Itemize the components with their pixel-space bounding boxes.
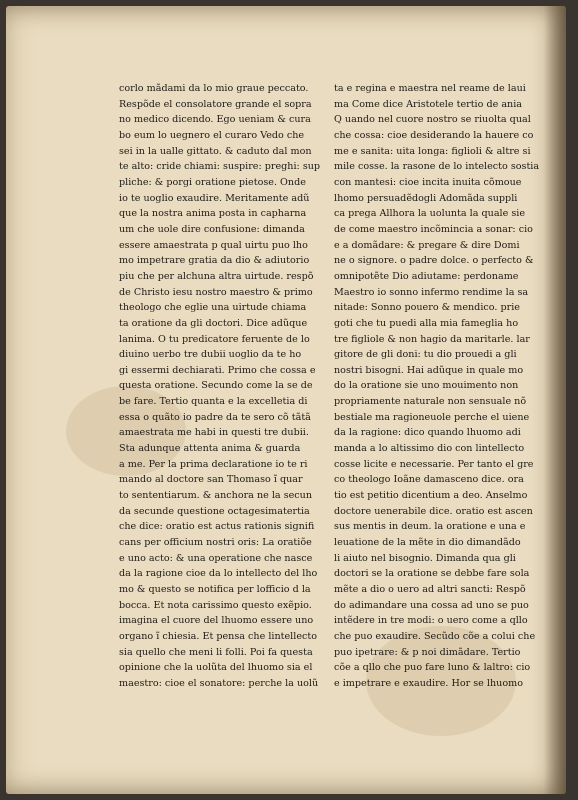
text-line: be fare. Tertio quanta e la excelletia di bbox=[119, 396, 308, 408]
text-line: de come maestro incõmincia a sonar: cio bbox=[334, 223, 533, 235]
text-line: Respõde el consolatore grande el sopra bbox=[119, 98, 312, 110]
text-line: opinione che la uolũta del lhuomo sia el bbox=[119, 662, 313, 674]
text-line: puo ipetrare: & p noi dimãdare. Tertio bbox=[334, 646, 521, 658]
text-line: maestro: cioe el sonatore: perche la uolũ bbox=[119, 677, 319, 689]
text-line: goti che tu puedi alla mia fameglia ho bbox=[334, 317, 519, 329]
text-line: me e sanita: uita longa: figlioli & altre si bbox=[334, 145, 531, 157]
text-line: de Christo iesu nostro maestro & primo bbox=[119, 286, 313, 298]
text-line: do adimandare una cossa ad uno se puo bbox=[334, 599, 529, 611]
text-line: amaestrata me habi in questi tre dubii. bbox=[119, 427, 309, 439]
text-line: Maestro io sonno infermo rendime la sa bbox=[334, 286, 529, 298]
text-column-right bbox=[334, 81, 551, 692]
text-line: li aiuto nel bisognio. Dimanda qua gli bbox=[334, 552, 516, 564]
text-line: lhomo persuadẽdogli Adomãda suppli bbox=[334, 192, 518, 204]
text-line: corlo mãdami da lo mio graue peccato. bbox=[119, 83, 309, 94]
text-line: sia quello che meni li folli. Poi fa questa bbox=[119, 646, 313, 658]
text-line: ta oratione da gli doctori. Dice adũque bbox=[119, 317, 308, 329]
text-line: doctori se la oratione se debbe fare sola bbox=[334, 568, 530, 580]
text-line: e a domãdare: & pregare & dire Domi bbox=[334, 239, 520, 251]
text-line: con mantesi: cioe incita inuita cõmoue bbox=[334, 176, 522, 188]
text-line: cosse licite e necessarie. Per tanto el gre bbox=[334, 458, 534, 470]
text-line: che dice: oratio est actus rationis signifi bbox=[119, 521, 315, 533]
text-line: a me. Per la prima declaratione io te ri bbox=[119, 458, 308, 470]
text-line: no medico dicendo. Ego ueniam & cura bbox=[119, 114, 311, 126]
text-line: mo & questo se notifica per lofficio d la bbox=[119, 584, 311, 595]
text-line: cans per officium nostri oris: La oratiõe bbox=[119, 537, 312, 549]
text-line: questa oratione. Secundo come la se de bbox=[119, 380, 313, 392]
text-line: tre figliole & non hagio da maritarle. lar bbox=[334, 333, 530, 345]
text-line: gitore de gli doni: tu dio prouedi a gli bbox=[334, 349, 517, 361]
text-line: e impetrare e exaudire. Hor se lhuomo bbox=[334, 677, 523, 689]
text-line: essa o quãto io padre da te sero cõ tãtã bbox=[119, 411, 311, 423]
text-line: ne o signore. o padre dolce. o perfecto & bbox=[334, 255, 534, 267]
text-line: co theologo Ioãne damasceno dice. ora bbox=[334, 474, 524, 486]
text-line: pliche: & porgi oratione pietose. Onde bbox=[119, 176, 306, 188]
text-line: theologo che eglie una uirtude chiama bbox=[119, 302, 307, 314]
text-line: nitade: Sonno pouero & mendico. prie bbox=[334, 302, 520, 314]
text-line: gi essermi dechiarati. Primo che cossa e bbox=[119, 364, 316, 376]
text-line: que la nostra anima posta in capharna bbox=[119, 208, 307, 220]
text-line: mando al doctore san Thomaso ĩ quar bbox=[119, 474, 303, 486]
text-line: cõe a qllo che puo fare luno & laltro: cio bbox=[334, 662, 531, 674]
text-line: diuino uerbo tre dubii uoglio da te ho bbox=[119, 349, 302, 361]
text-line: e uno acto: & una operatione che nasce bbox=[119, 552, 313, 564]
text-line: da la ragione: dico quando lhuomo adi bbox=[334, 427, 521, 439]
text-line: doctore uenerabile dice. oratio est ascen bbox=[334, 505, 533, 517]
book-page bbox=[6, 6, 566, 794]
text-line: manda a lo altissimo dio con lintellecto bbox=[334, 443, 525, 455]
text-line: propriamente naturale non sensuale nõ bbox=[334, 396, 527, 408]
text-line: da secunde questione octagesimatertia bbox=[119, 505, 310, 517]
text-line: io te uoglio exaudire. Meritamente adũ bbox=[119, 192, 310, 204]
text-column-left bbox=[119, 81, 336, 692]
text-line: ta e regina e maestra nel reame de laui bbox=[334, 83, 526, 94]
text-line: Q uando nel cuore nostro se riuolta qual bbox=[334, 114, 531, 126]
text-line: tio est petitio dicentium a deo. Anselmo bbox=[334, 490, 528, 502]
text-line: to sententiarum. & anchora ne la secun bbox=[119, 490, 313, 502]
text-line: piu che per alchuna altra uirtude. respõ bbox=[119, 270, 314, 282]
text-line: organo ĩ chiesia. Et pensa che lintellecto bbox=[119, 630, 317, 642]
text-line: che cossa: cioe desiderando la hauere co bbox=[334, 129, 534, 141]
text-line: bocca. Et nota carissimo questo exẽpio. bbox=[119, 599, 312, 611]
text-line: imagina el cuore del lhuomo essere uno bbox=[119, 615, 314, 627]
text-line: mẽte a dio o uero ad altri sancti: Respõ bbox=[334, 584, 526, 595]
text-line: bestiale ma ragioneuole perche el uiene bbox=[334, 411, 530, 423]
text-line: omnipotẽte Dio adiutame: perdoname bbox=[334, 270, 519, 282]
text-line: sus mentis in deum. la oratione e una e bbox=[334, 521, 526, 533]
text-line: nostri bisogni. Hai adũque in quale mo bbox=[334, 364, 524, 376]
text-line: ca prega Allhora la uolunta la quale sie bbox=[334, 208, 526, 220]
text-line: che puo exaudire. Secũdo cõe a colui che bbox=[334, 630, 536, 642]
text-line: essere amaestrata p qual uirtu puo lho bbox=[119, 239, 308, 251]
text-line: leuatione de la mẽte in dio dimandãdo bbox=[334, 537, 521, 549]
text-line: lanima. O tu predicatore feruente de lo bbox=[119, 333, 310, 345]
text-line: da la ragione cioe da lo intellecto del lho bbox=[119, 568, 318, 580]
text-line: bo eum lo uegnero el curaro Vedo che bbox=[119, 129, 305, 141]
text-line: mo impetrare gratia da dio & adiutorio bbox=[119, 255, 310, 267]
text-line: te alto: cride chiami: suspire: preghi: sup bbox=[119, 161, 321, 173]
text-line: do la oratione sie uno mouimento non bbox=[334, 380, 519, 392]
text-line: Sta adunque attenta anima & guarda bbox=[119, 443, 301, 455]
text-line: intẽdere in tre modi: o uero come a qllo bbox=[334, 615, 528, 627]
text-line: um che uole dire confusione: dimanda bbox=[119, 223, 305, 235]
text-line: sei in la ualle gittato. & caduto dal mon bbox=[119, 145, 312, 157]
text-line: ma Come dice Aristotele tertio de ania bbox=[334, 98, 523, 110]
text-line: mile cosse. la rasone de lo intelecto sostia bbox=[334, 161, 540, 173]
